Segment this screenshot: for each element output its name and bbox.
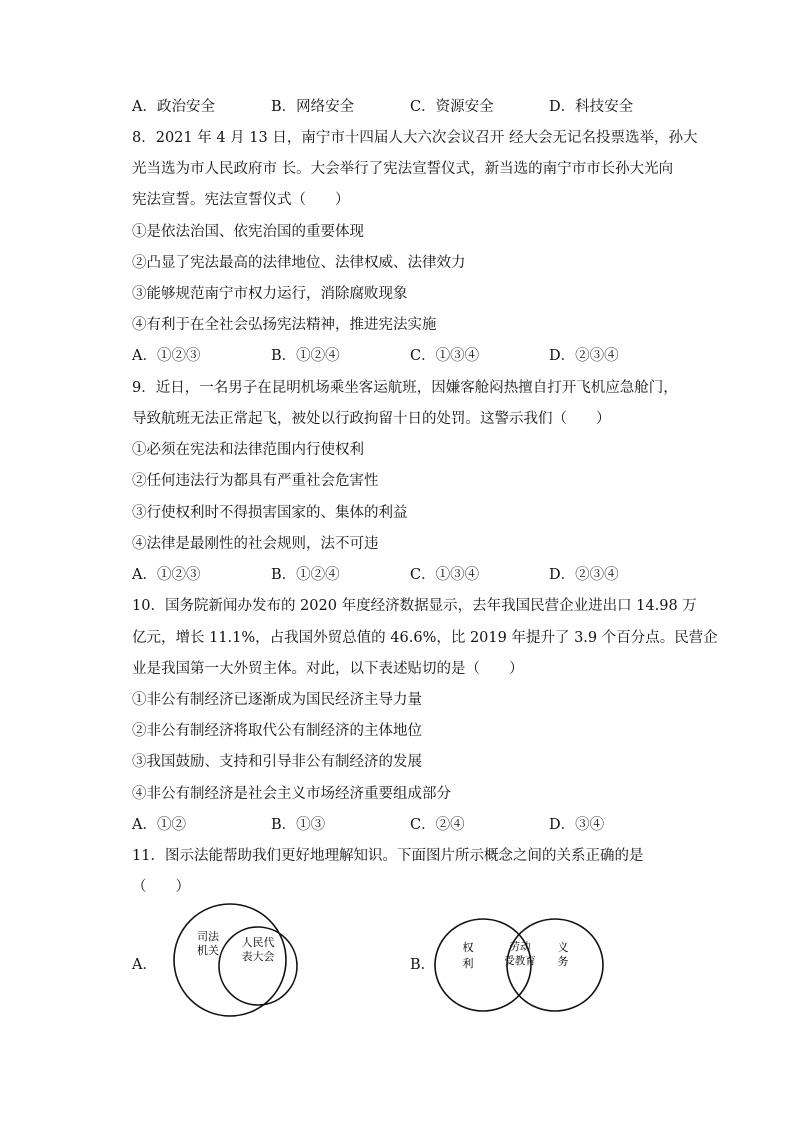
diagram-a-inner-text-1: 人民代: [241, 936, 275, 949]
q9-statement-1: ①必须在宪法和法律范围内行使权利: [132, 442, 364, 458]
q9-statement-3: ③行使权利时不得损害国家的、集体的利益: [132, 505, 408, 521]
q11-stem-line-2: （ ）: [132, 879, 190, 895]
q10-option-d: D．③④: [549, 817, 605, 833]
diagram-a-inner-text-2: 表大会: [241, 950, 275, 963]
q10-statement-2: ②非公有制经济将取代公有制经济的主体地位: [132, 723, 422, 739]
diagram-b-left-text-1: 权: [462, 941, 474, 954]
q9-option-a: A．①②③: [132, 567, 201, 583]
diagram-a-outer-text-1: 司法: [197, 930, 219, 943]
diagram-a-label: A．: [132, 957, 157, 973]
diagram-a-outer-text-2: 机关: [197, 944, 219, 957]
diagram-b-left-text-2: 利: [462, 957, 474, 970]
q8-option-d: D．②③④: [549, 348, 619, 364]
q8-option-b: B．①②④: [271, 348, 340, 364]
q8-statement-2: ②凸显了宪法最高的法律地位、法律权威、法律效力: [132, 255, 466, 271]
q7-options: [132, 97, 692, 117]
q8-stem-line-3: 宪法宣誓。宪法宣誓仪式（ ）: [132, 192, 350, 208]
q10-stem-line-3: 业是我国第一大外贸主体。对此，以下表述贴切的是（ ）: [132, 661, 524, 677]
q10-stem-line-2: 亿元，增长 11.1%，占我国外贸总值的 46.6%，比 2019 年提升了 3.9 个百分点。民营企: [132, 630, 718, 646]
q8-statement-3: ③能够规范南宁市权力运行，消除腐败现象: [132, 286, 408, 302]
q10-option-b: B．①③: [271, 817, 326, 833]
q8-statement-4: ④有利于在全社会弘扬宪法精神，推进宪法实施: [132, 317, 437, 333]
q8-stem-line-2: 光当选为市人民政府市 长。大会举行了宪法宣誓仪式，新当选的南宁市市长孙大光向: [132, 161, 674, 177]
diagram-b: [432, 914, 608, 1016]
q8-statement-1: ①是依法治国、依宪治国的重要体现: [132, 224, 364, 240]
q8-stem-line-1: 8．2021 年 4 月 13 日，南宁市十四届人大六次会议召开 经大会无记名投票选举，孙大: [132, 130, 698, 146]
q7-option-c: C．资源安全: [410, 99, 494, 115]
q10-statement-4: ④非公有制经济是社会主义市场经济重要组成部分: [132, 786, 451, 802]
q7-option-a: A．政治安全: [132, 99, 215, 115]
q9-option-d: D．②③④: [549, 567, 619, 583]
q10-stem-line-1: 10．国务院新闻办发布的 2020 年度经济数据显示，去年我国民营企业进出口 14.98 万: [132, 598, 697, 614]
q9-option-b: B．①②④: [271, 567, 340, 583]
q10-statement-1: ①非公有制经济已逐渐成为国民经济主导力量: [132, 692, 422, 708]
q9-option-c: C．①③④: [410, 567, 480, 583]
diagram-b-center-text-2: 受教育: [504, 955, 536, 967]
q11-stem-line-1: 11．图示法能帮助我们更好地理解知识。下面图片所示概念之间的关系正确的是: [132, 848, 644, 864]
q8-option-c: C．①③④: [410, 348, 480, 364]
q8-option-a: A．①②③: [132, 348, 201, 364]
q9-statement-4: ④法律是最刚性的社会规则，法不可违: [132, 536, 379, 552]
q9-stem-line-1: 9．近日，一名男子在昆明机场乘坐客运航班，因嫌客舱闷热擅自打开飞机应急舱门，: [132, 380, 678, 396]
diagram-b-center-text-1: 劳动: [509, 941, 531, 953]
q7-option-b: B．网络安全: [271, 99, 355, 115]
diagram-b-right-text-1: 义: [557, 941, 569, 954]
q10-option-a: A．①②: [132, 817, 186, 833]
q7-option-d: D．科技安全: [549, 99, 634, 115]
diagram-b-right-text-2: 务: [557, 955, 569, 968]
q9-statement-2: ②任何违法行为都具有严重社会危害性: [132, 473, 379, 489]
diagram-a: [160, 900, 300, 1020]
q8-options: [132, 346, 692, 366]
q10-options: [132, 815, 692, 835]
q9-options: [132, 565, 692, 585]
diagram-b-label: B．: [410, 957, 436, 973]
q9-stem-line-2: 导致航班无法正常起飞，被处以行政拘留十日的处罚。这警示我们（ ）: [132, 411, 611, 427]
q10-statement-3: ③我国鼓励、支持和引导非公有制经济的发展: [132, 754, 422, 770]
q10-option-c: C．②④: [410, 817, 465, 833]
